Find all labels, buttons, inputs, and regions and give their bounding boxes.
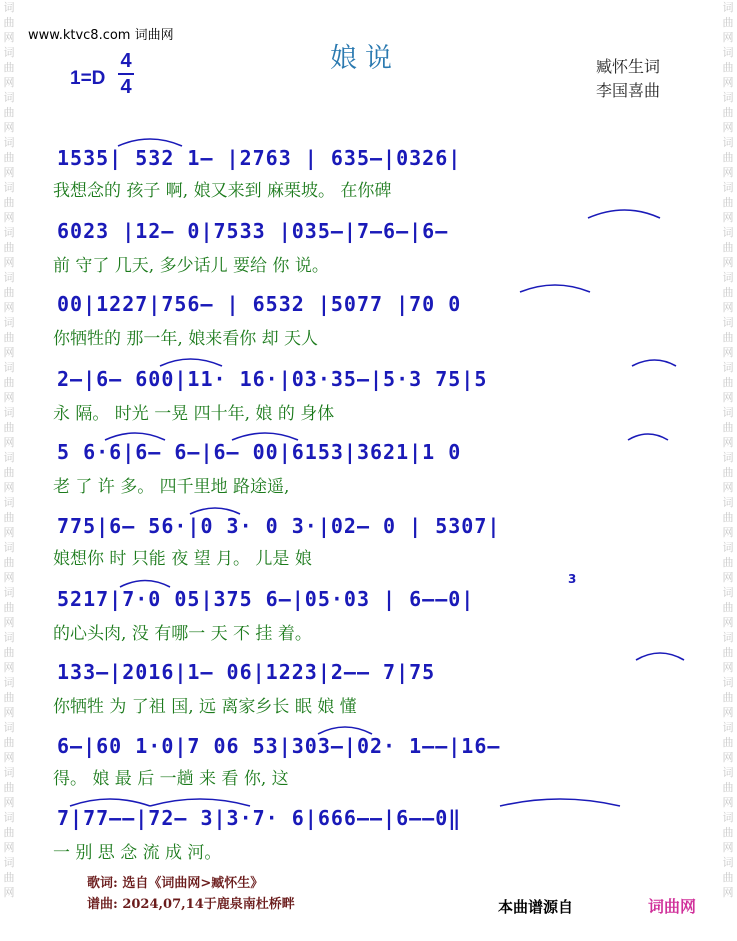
watermark-char: 曲 xyxy=(3,466,15,479)
slur-arc xyxy=(150,799,250,806)
watermark-char: 词 xyxy=(722,451,734,464)
watermark-char: 词 xyxy=(722,631,734,644)
watermark-char: 词 xyxy=(3,271,15,284)
slur-arc xyxy=(190,508,240,514)
watermark-char: 网 xyxy=(722,391,734,404)
composer-credit: 李国喜曲 xyxy=(596,81,661,100)
watermark-char: 曲 xyxy=(3,331,15,344)
watermark-char: 曲 xyxy=(722,556,734,569)
watermark-char: 词 xyxy=(3,721,15,734)
watermark-char: 网 xyxy=(722,751,734,764)
watermark-char: 曲 xyxy=(722,331,734,344)
watermark-char: 网 xyxy=(3,256,15,269)
watermark-char: 网 xyxy=(722,481,734,494)
watermark-char: 词 xyxy=(3,811,15,824)
watermark-char: 曲 xyxy=(722,106,734,119)
watermark-char: 网 xyxy=(3,301,15,314)
watermark-char: 曲 xyxy=(3,781,15,794)
watermark-char: 网 xyxy=(3,661,15,674)
watermark-char: 曲 xyxy=(722,511,734,524)
watermark-char: 曲 xyxy=(722,16,734,29)
notation-line-3: 00|1227|756— | 6532 |5077 |70 0 xyxy=(57,292,462,316)
watermark-char: 词 xyxy=(3,406,15,419)
notation-line-4: 2—|6— 600|11· 16·|03·35—|5·3 75|5 xyxy=(57,367,488,391)
watermark-char: 网 xyxy=(3,751,15,764)
watermark-char: 词 xyxy=(3,631,15,644)
lyrics-line-9: 得。 娘 最 后 一趟 来 看 你, 这 xyxy=(53,769,289,789)
watermark-char: 曲 xyxy=(3,601,15,614)
watermark-char: 曲 xyxy=(722,61,734,74)
notation-line-2: 6023 |12— 0|7533 |035—|7—6—|6— xyxy=(57,219,449,243)
watermark-char: 词 xyxy=(722,316,734,329)
watermark-char: 曲 xyxy=(722,691,734,704)
watermark-char: 词 xyxy=(722,136,734,149)
lyricist-credit: 臧怀生词 xyxy=(596,57,661,76)
watermark-char: 网 xyxy=(3,166,15,179)
watermark-char: 词 xyxy=(3,1,15,14)
notation-line-7: 5217|7·0 05|375 6—|05·03 | 6——0| xyxy=(57,587,475,611)
watermark-char: 曲 xyxy=(722,196,734,209)
watermark-char: 词 xyxy=(3,136,15,149)
watermark-char: 词 xyxy=(3,91,15,104)
watermark-char: 词 xyxy=(722,496,734,509)
watermark-char: 网 xyxy=(3,436,15,449)
watermark-char: 曲 xyxy=(3,556,15,569)
watermark-char: 网 xyxy=(3,526,15,539)
watermark-char: 曲 xyxy=(3,376,15,389)
watermark-char: 网 xyxy=(3,211,15,224)
watermark-char: 网 xyxy=(3,121,15,134)
watermark-char: 曲 xyxy=(722,241,734,254)
watermark-char: 词 xyxy=(722,541,734,554)
watermark-char: 网 xyxy=(722,256,734,269)
watermark-char: 网 xyxy=(722,301,734,314)
lyrics-line-5: 老 了 许 多。 四千里地 路途遥, xyxy=(53,477,290,497)
watermark-char: 网 xyxy=(3,571,15,584)
watermark-char: 网 xyxy=(722,526,734,539)
watermark-char: 网 xyxy=(3,796,15,809)
watermark-char: 词 xyxy=(722,586,734,599)
lyrics-line-4: 永 隔。 时光 一晃 四十年, 娘 的 身体 xyxy=(53,404,335,424)
watermark-char: 网 xyxy=(722,841,734,854)
watermark-char: 词 xyxy=(722,1,734,14)
watermark-char: 词 xyxy=(3,226,15,239)
watermark-char: 词 xyxy=(722,271,734,284)
watermark-char: 词 xyxy=(3,181,15,194)
watermark-char: 网 xyxy=(3,706,15,719)
watermark-char: 曲 xyxy=(722,601,734,614)
slur-arc xyxy=(120,581,170,588)
notation-line-5: 5 6·6|6— 6—|6— 00|6153|3621|1 0 xyxy=(57,440,462,464)
watermark-char: 词 xyxy=(3,361,15,374)
watermark-char: 网 xyxy=(722,886,734,899)
watermark-char: 词 xyxy=(3,541,15,554)
watermark-char: 网 xyxy=(3,886,15,899)
watermark-char: 网 xyxy=(3,481,15,494)
watermark-char: 网 xyxy=(722,616,734,629)
lyrics-line-2: 前 守了 几天, 多少话儿 要给 你 说。 xyxy=(53,256,329,276)
watermark-char: 曲 xyxy=(3,421,15,434)
watermark-char: 曲 xyxy=(722,871,734,884)
watermark-char: 网 xyxy=(722,436,734,449)
key-signature: 1=D xyxy=(70,68,106,89)
watermark-char: 曲 xyxy=(3,826,15,839)
watermark-char: 网 xyxy=(722,31,734,44)
song-title: 娘说 xyxy=(330,43,400,74)
watermark-char: 曲 xyxy=(3,16,15,29)
watermark-char: 曲 xyxy=(722,781,734,794)
watermark-char: 曲 xyxy=(722,466,734,479)
watermark-char: 网 xyxy=(722,571,734,584)
watermark-char: 词 xyxy=(722,226,734,239)
slur-arc xyxy=(318,727,372,734)
watermark-char: 曲 xyxy=(722,376,734,389)
slur-arc xyxy=(520,285,590,292)
watermark-char: 曲 xyxy=(722,736,734,749)
slur-arc xyxy=(632,360,676,366)
watermark-char: 词 xyxy=(722,856,734,869)
time-signature-bottom: 4 xyxy=(120,76,132,98)
watermark-char: 网 xyxy=(722,661,734,674)
slur-arc xyxy=(500,799,620,806)
watermark-char: 词 xyxy=(722,91,734,104)
slur-arc xyxy=(118,139,182,146)
watermark-char: 网 xyxy=(3,76,15,89)
watermark-char: 网 xyxy=(722,121,734,134)
watermark-char: 词 xyxy=(722,181,734,194)
watermark-char: 词 xyxy=(722,766,734,779)
watermark-char: 曲 xyxy=(722,646,734,659)
watermark-char: 曲 xyxy=(3,196,15,209)
watermark-char: 网 xyxy=(722,211,734,224)
watermark-char: 词 xyxy=(3,451,15,464)
footer-music-date: 谱曲: 2024,07,14于鹿泉南杜桥畔 xyxy=(87,897,295,912)
slur-arc xyxy=(232,433,298,440)
watermark-char: 曲 xyxy=(722,286,734,299)
lyrics-line-10: 一 别 思 念 流 成 河。 xyxy=(53,843,222,863)
watermark-char: 网 xyxy=(722,346,734,359)
watermark-char: 词 xyxy=(722,721,734,734)
source-site-link[interactable]: 词曲网 xyxy=(648,897,697,916)
watermark-char: 网 xyxy=(3,391,15,404)
slur-arc xyxy=(70,799,150,806)
watermark-char: 曲 xyxy=(722,151,734,164)
grace-note: 3 xyxy=(568,572,577,586)
watermark-char: 词 xyxy=(3,316,15,329)
watermark-char: 网 xyxy=(722,76,734,89)
notation-line-9: 6—|60 1·0|7 06 53|303—|02· 1——|16— xyxy=(57,734,501,758)
slur-arc xyxy=(628,434,668,440)
watermark-char: 词 xyxy=(3,46,15,59)
watermark-char: 网 xyxy=(3,346,15,359)
slur-arc xyxy=(105,433,165,440)
notation-line-10: 7|77——|72— 3|3·7· 6|666——|6——0‖ xyxy=(57,806,462,830)
slur-arc xyxy=(160,359,222,366)
watermark-char: 曲 xyxy=(3,511,15,524)
watermark-char: 曲 xyxy=(3,646,15,659)
watermark-char: 网 xyxy=(3,31,15,44)
watermark-char: 网 xyxy=(722,166,734,179)
watermark-char: 词 xyxy=(3,766,15,779)
watermark-char: 曲 xyxy=(3,736,15,749)
notation-line-8: 133—|2016|1— 06|1223|2—— 7|75 xyxy=(57,660,436,684)
watermark-char: 词 xyxy=(722,361,734,374)
watermark-char: 曲 xyxy=(722,421,734,434)
slur-arc xyxy=(636,653,684,660)
lyrics-line-6: 娘想你 时 只能 夜 望 月。 儿是 娘 xyxy=(53,549,312,569)
watermark-char: 词 xyxy=(722,811,734,824)
watermark-char: 词 xyxy=(722,46,734,59)
source-label: 本曲谱源自 xyxy=(498,898,574,916)
notation-line-1: 1535| 532 1— |2763 | 635—|0326| xyxy=(57,146,462,170)
watermark-char: 曲 xyxy=(3,286,15,299)
site-header[interactable]: www.ktvc8.com 词曲网 xyxy=(28,28,174,43)
watermark-char: 曲 xyxy=(3,871,15,884)
watermark-char: 词 xyxy=(722,406,734,419)
lyrics-line-3: 你牺牲的 那一年, 娘来看你 却 天人 xyxy=(53,329,319,349)
lyrics-line-8: 你牺牲 为 了祖 国, 远 离家乡长 眠 娘 懂 xyxy=(53,697,357,717)
watermark-char: 曲 xyxy=(3,151,15,164)
watermark-char: 曲 xyxy=(3,241,15,254)
notation-line-6: 775|6— 56·|0 3· 0 3·|02— 0 | 5307| xyxy=(57,514,501,538)
watermark-char: 曲 xyxy=(3,61,15,74)
footer-lyrics-source: 歌词: 选自《词曲网>臧怀生》 xyxy=(87,876,264,891)
watermark-char: 词 xyxy=(3,496,15,509)
slur-arc xyxy=(588,210,660,218)
watermark-char: 词 xyxy=(3,586,15,599)
watermark-char: 网 xyxy=(3,841,15,854)
lyrics-line-7: 的心头肉, 没 有哪一 天 不 挂 着。 xyxy=(53,624,312,644)
watermark-char: 曲 xyxy=(3,106,15,119)
watermark-char: 网 xyxy=(3,616,15,629)
watermark-char: 词 xyxy=(3,676,15,689)
watermark-char: 网 xyxy=(722,706,734,719)
watermark-char: 词 xyxy=(3,856,15,869)
watermark-char: 词 xyxy=(722,676,734,689)
time-signature-top: 4 xyxy=(120,50,132,72)
watermark-char: 曲 xyxy=(722,826,734,839)
watermark-char: 网 xyxy=(722,796,734,809)
lyrics-line-1: 我想念的 孩子 啊, 娘又来到 麻栗坡。 在你碑 xyxy=(53,181,392,201)
watermark-char: 曲 xyxy=(3,691,15,704)
